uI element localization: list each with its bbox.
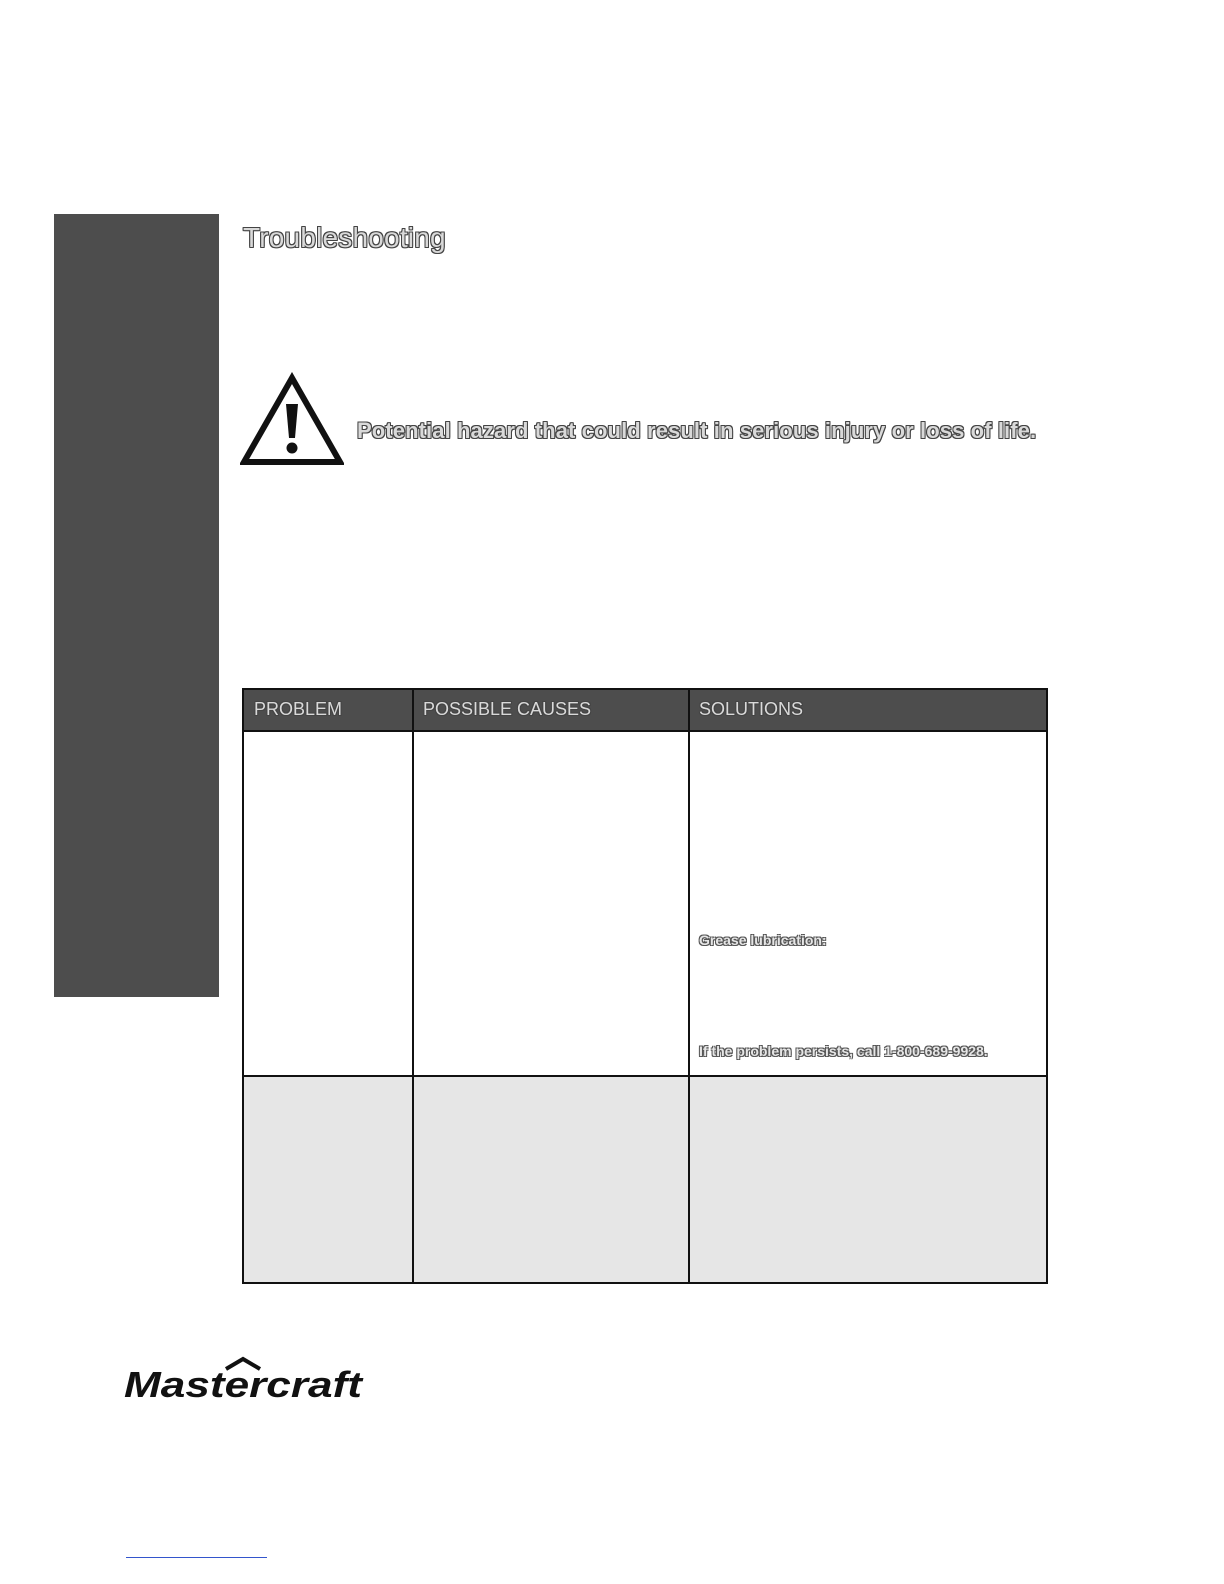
table-header — [244, 690, 1046, 732]
table-row — [244, 732, 1046, 1077]
warning-text: Potential hazard that could result in serious injury or loss of life. — [357, 418, 1037, 443]
grease-lubrication-label: Grease lubrication: — [699, 932, 827, 948]
header-solutions: SOLUTIONS — [699, 699, 804, 719]
header-problem: PROBLEM — [254, 699, 343, 719]
support-phone-note: If the problem persists, call 1-800-689-9928. — [699, 1043, 988, 1059]
logo-text: Mastercraft — [124, 1364, 364, 1402]
page-title: Troubleshooting — [243, 222, 446, 253]
column-divider — [688, 690, 690, 1282]
mastercraft-logo — [122, 1356, 364, 1402]
side-bar — [54, 214, 219, 997]
header-possible-causes: POSSIBLE CAUSES — [423, 699, 592, 719]
table-row — [244, 1077, 1046, 1282]
troubleshooting-table — [242, 688, 1048, 1284]
column-divider — [412, 690, 414, 1282]
warning-triangle-icon — [240, 372, 344, 466]
footer-rule — [126, 1557, 267, 1558]
